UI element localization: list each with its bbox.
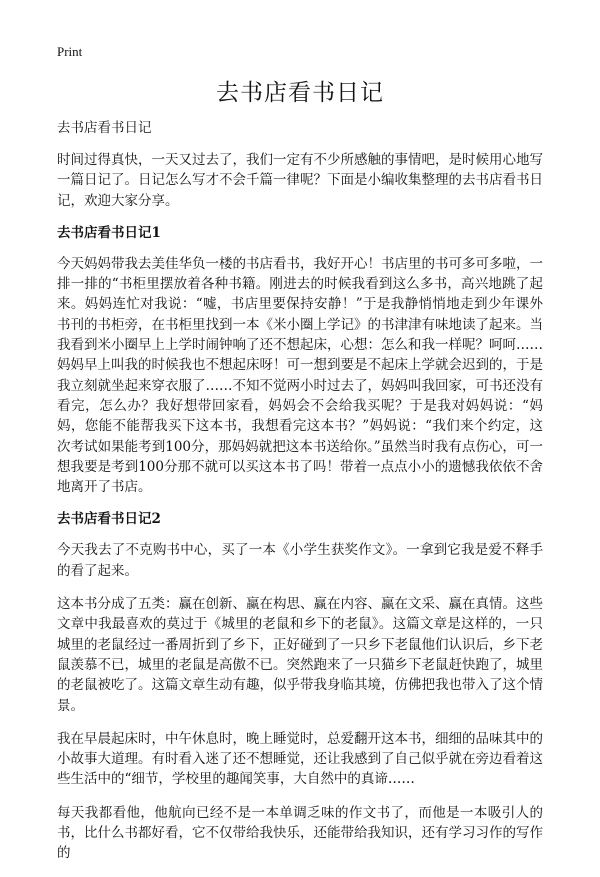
section-2-paragraph-2: 这本书分成了五类：赢在创新、赢在构思、赢在内容、赢在文采、赢在真情。这些文章中我最喜欢的莫过于《城里的老鼠和乡下的老鼠》。这篇文章是这样的，一只城里的老鼠经过一番周折到了乡下，正好碰到了一只乡下老鼠他们认识后，乡下老鼠羡慕不已，城里的老鼠是高傲不已。突然跑来了一只猫乡下老鼠赶快跑了，城里的老鼠被吃了。这篇文章生动有趣，似乎带我身临其境，仿佛把我也带入了这个情景。 [57,596,543,714]
section-heading-2: 去书店看书日记2 [57,511,161,528]
section-2-paragraph-4: 每天我都看他，他航向已经不是一本单调乏味的作文书了，而他是一本吸引人的书，比什么书都好看，它不仅带给我快乐，还能带给我知识，还有学习习作的写作的 [57,804,543,862]
section-2-paragraph-1: 今天我去了不克购书中心，买了一本《小学生获奖作文》。一拿到它我是爱不释手的看了起来。 [57,542,543,579]
document-subtitle: 去书店看书日记 [57,120,152,136]
section-2-paragraph-3: 我在早晨起床时，中午休息时，晚上睡觉时，总爱翻开这本书，细细的品味其中的小故事大道理。有时看入迷了还不想睡觉，还让我感到了自己似乎就在旁边看着这些生活中的“细节，学校里的趣闻笑事，大自然中的真谛…… [57,730,543,788]
section-1-paragraph-1: 今天妈妈带我去美佳华负一楼的书店看书，我好开心！书店里的书可多可多啦，一排一排的“书柜里摆放着各种书籍。刚进去的时候我看到这么多书，高兴地跳了起来。妈妈连忙对我说：“嘘，书店里要保持安静！”于是我静悄悄地走到少年课外书刊的书柜旁，在书柜里找到一本《米小圈上学记》的书津津有味地读了起来。当我看到米小圈早上上学时闹钟响了还不想起床，心想：怎么和我一样呢？呵呵……妈妈早上叫我的时候我也不想起床呀！可一想到要是不起床上学就会迟到的，于是我立刻就坐起来穿衣服了……不知不觉两小时过去了，妈妈叫我回家，可书还没有看完，怎么办？我好想带回家看，妈妈会不会给我买呢？于是我对妈妈说：“妈妈，您能不能帮我买下这本书，我想看完这本书？”妈妈说：“我们来个约定，这次考试如果能考到100分，那妈妈就把这本书送给你。”虽然当时我有点伤心，可一想我要是考到100分那不就可以买这本书了吗！带着一点点小小的遗憾我依依不舍地离开了书店。 [57,255,543,496]
document-title: 去书店看书日记 [216,80,384,106]
print-link[interactable]: Print [57,44,83,59]
document-body [57,120,543,877]
section-heading-1: 去书店看书日记1 [57,224,161,241]
intro-paragraph: 时间过得真快，一天又过去了，我们一定有不少所感触的事情吧，是时候用心地写一篇日记了。日记怎么写才不会千篇一律呢？下面是小编收集整理的去书店看书日记，欢迎大家分享。 [57,152,543,209]
